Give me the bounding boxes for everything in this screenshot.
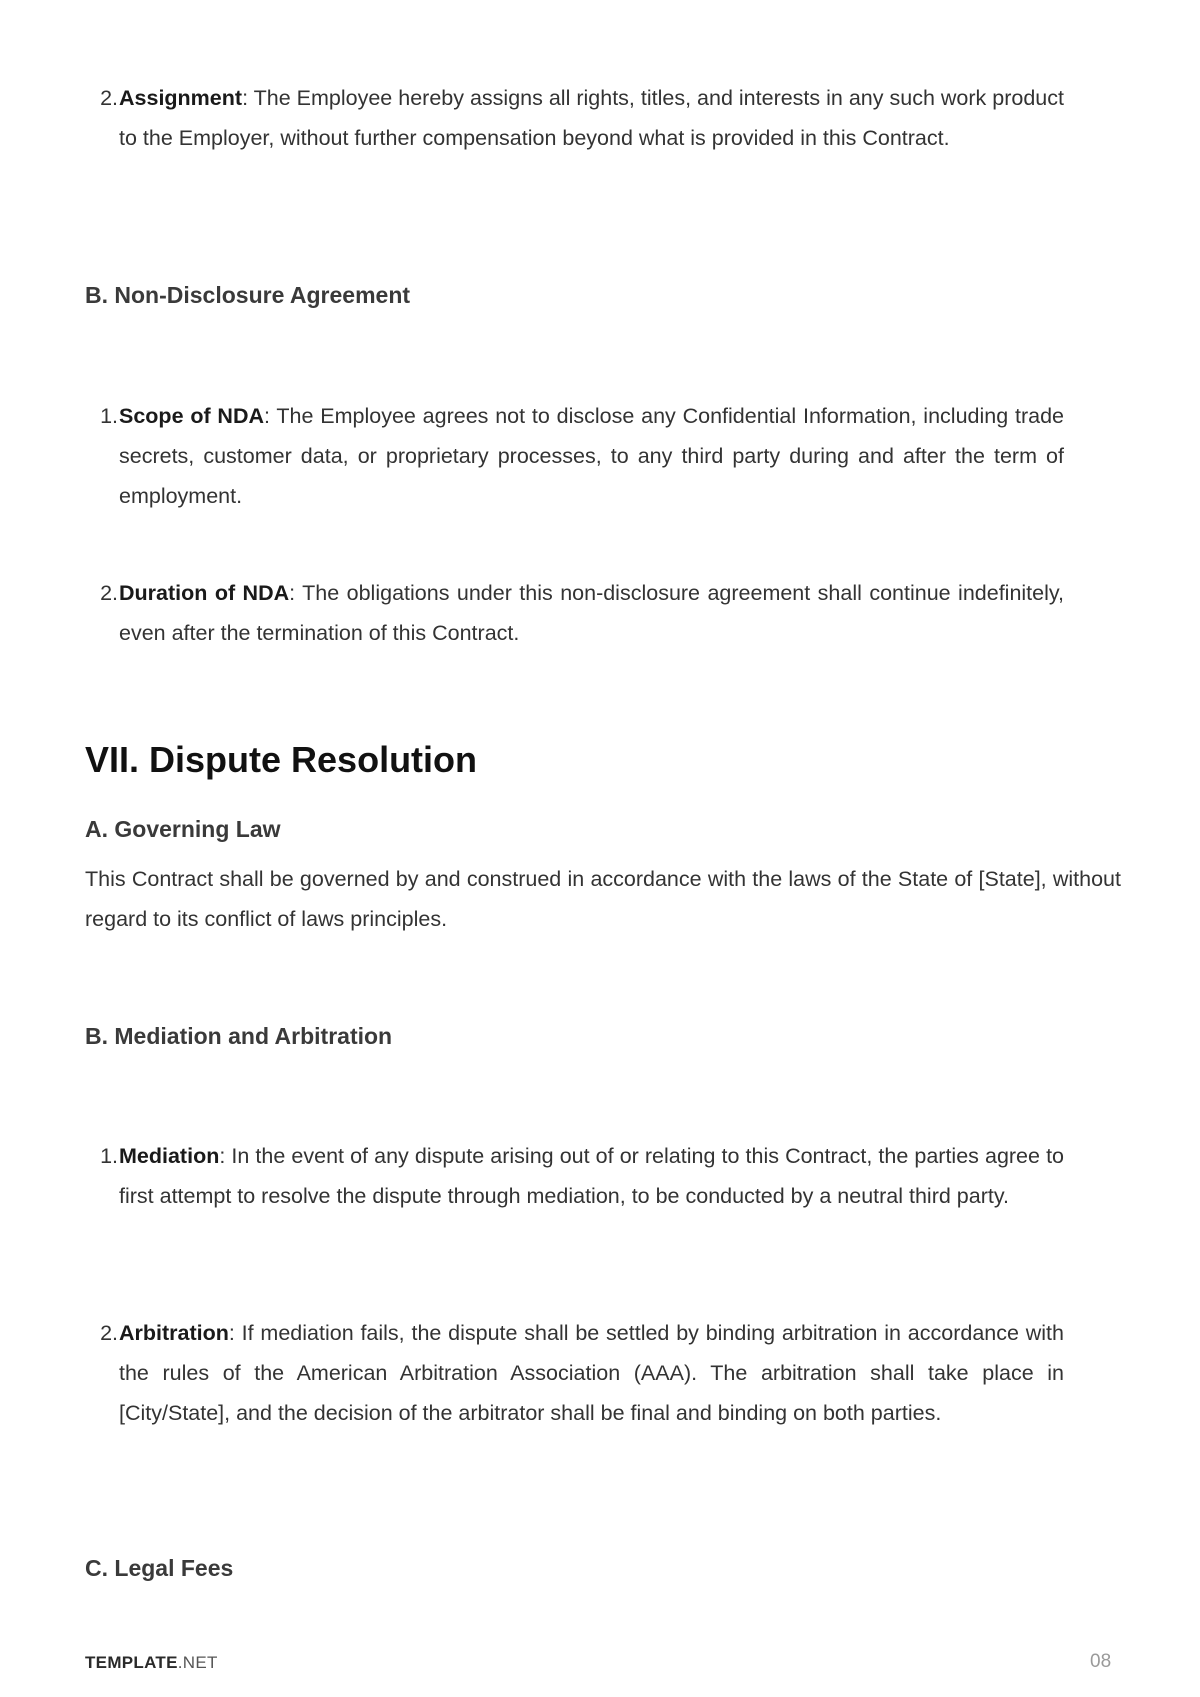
- list-number: 2.: [100, 86, 118, 110]
- list-number: 1.: [100, 404, 118, 428]
- section-heading-dispute-resolution: VII. Dispute Resolution: [85, 739, 478, 780]
- subheading-governing-law: A. Governing Law: [85, 816, 281, 842]
- list-item-body: [119, 1313, 1064, 1433]
- list-item-body: [119, 78, 1064, 158]
- brand-suffix: .NET: [177, 1653, 218, 1672]
- term-text: : The Employee hereby assigns all rights, titles, and interests in any such work product to the Employer, without further compensation beyond what is provided in this Contract.: [119, 86, 1064, 150]
- term-text: : If mediation fails, the dispute shall be settled by binding arbitration in accordance with the rules of the American Arbitration Association (AAA). The arbitration shall take place in [City/State], and the decision of the arbitrator shall be final and binding on both parties.: [119, 1321, 1064, 1425]
- term-text: : The obligations under this non-disclosure agreement shall continue indefinitely, even after the termination of this Contract.: [119, 581, 1065, 645]
- brand-name: TEMPLATE: [85, 1653, 178, 1672]
- list-number: 2.: [100, 581, 118, 605]
- list-item-body: [119, 396, 1064, 516]
- term-label: Assignment: [119, 86, 243, 110]
- term-label: Scope of NDA: [119, 404, 265, 428]
- list-item-assignment: [94, 78, 1064, 158]
- term-text: : In the event of any dispute arising out of or relating to this Contract, the parties agree to first attempt to resolve the dispute through mediation, to be conducted by a neutral third party.: [119, 1144, 1064, 1208]
- subheading-nda: B. Non-Disclosure Agreement: [85, 282, 411, 308]
- list-item-arbitration: [94, 1313, 1064, 1433]
- list-item-body: [119, 573, 1064, 653]
- list-item-nda-duration: [94, 573, 1064, 653]
- page-number: 08: [1090, 1651, 1112, 1672]
- subheading-legal-fees: C. Legal Fees: [85, 1555, 234, 1581]
- list-item-body: [119, 1136, 1064, 1216]
- term-text: : The Employee agrees not to disclose any Confidential Information, including trade secrets, customer data, or proprietary processes, to any third party during and after the term of employment.: [119, 404, 1064, 508]
- footer-brand-logo[interactable]: [85, 1653, 218, 1673]
- list-number: 2.: [100, 1321, 118, 1345]
- list-item-mediation: [94, 1136, 1064, 1216]
- list-item-nda-scope: [94, 396, 1064, 516]
- term-label: Duration of NDA: [119, 581, 290, 605]
- list-number: 1.: [100, 1144, 118, 1168]
- term-label: Mediation: [119, 1144, 220, 1168]
- subheading-mediation-arbitration: B. Mediation and Arbitration: [85, 1023, 393, 1049]
- term-label: Arbitration: [119, 1321, 229, 1345]
- paragraph-governing-law: This Contract shall be governed by and construed in accordance with the laws of the State of [State], without regard to its conflict of laws principles.: [85, 867, 1121, 931]
